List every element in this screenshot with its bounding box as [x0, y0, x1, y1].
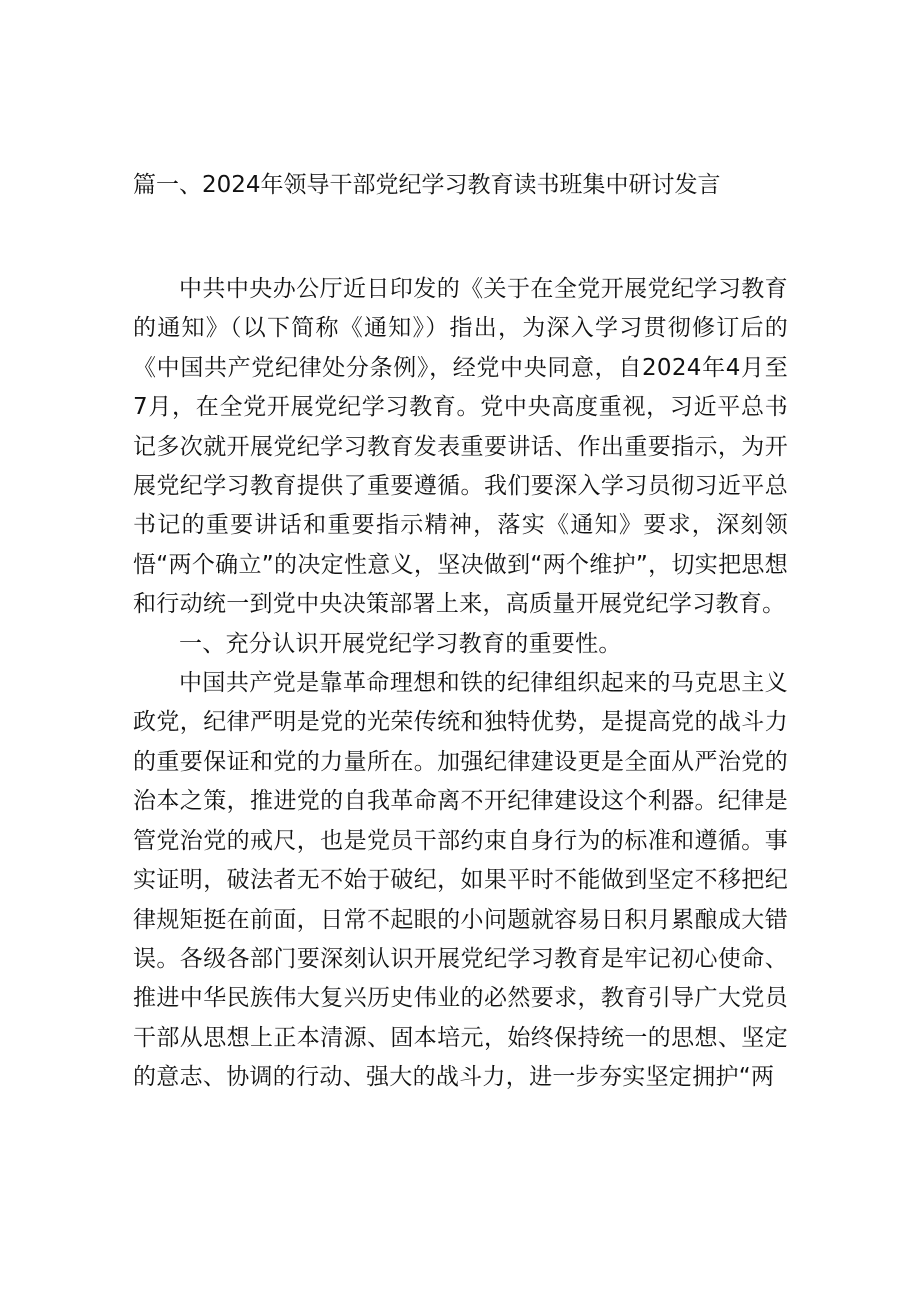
- section-heading: 一、充分认识开展党纪学习教育的重要性。: [179, 630, 622, 657]
- document-title: 篇一、2024年领导干部党纪学习教育读书班集中研讨发言: [133, 172, 721, 198]
- intro-paragraph: 中共中央办公厅近日印发的《关于在全党开展党纪学习教育的通知》（以下简称《通知》）指出，为深入学习贯彻修订后的《中国共产党纪律处分条例》，经党中央同意，自2024年4月至7月，在全党开展党纪学习教育。党中央高度重视，习近平总书记多次就开展党纪学习教育发表重要讲话、作出重要指示，为开展党纪学习教育提供了重要遵循。我们要深入学习员彻习近平总书记的重要讲话和重要指示精神，落实《通知》要求，深刻领悟“两个确立”的决定性意义，坚决做到“两个维护”，切实把思想和行动统一到党中央决策部署上来，高质量开展党纪学习教育。: [133, 276, 788, 618]
- body-paragraph: 中国共产党是靠革命理想和铁的纪律组织起来的马克思主义政党，纪律严明是党的光荣传统和独特优势，是提高党的战斗力的重要保证和党的力量所在。加强纪律建设更是全面从严治党的治本之策，推进党的自我革命离不开纪律建设这个利器。纪律是管党治党的戒尺，也是党员干部约束自身行为的标准和遵循。事实证明，破法者无不始于破纪，如果平时不能做到坚定不移把纪律规矩挺在前面，日常不起眼的小问题就容易日积月累酿成大错误。各级各部门要深刻认识开展党纪学习教育是牢记初心使命、推进中华民族伟大复兴历史伟业的必然要求，教育引导广大党员干部从思想上正本清源、固本培元，始终保持统一的思想、坚定的意志、协调的行动、强大的战斗力，进一步夯实坚定拥护“两: [133, 670, 788, 1091]
- document-body: [133, 270, 788, 1098]
